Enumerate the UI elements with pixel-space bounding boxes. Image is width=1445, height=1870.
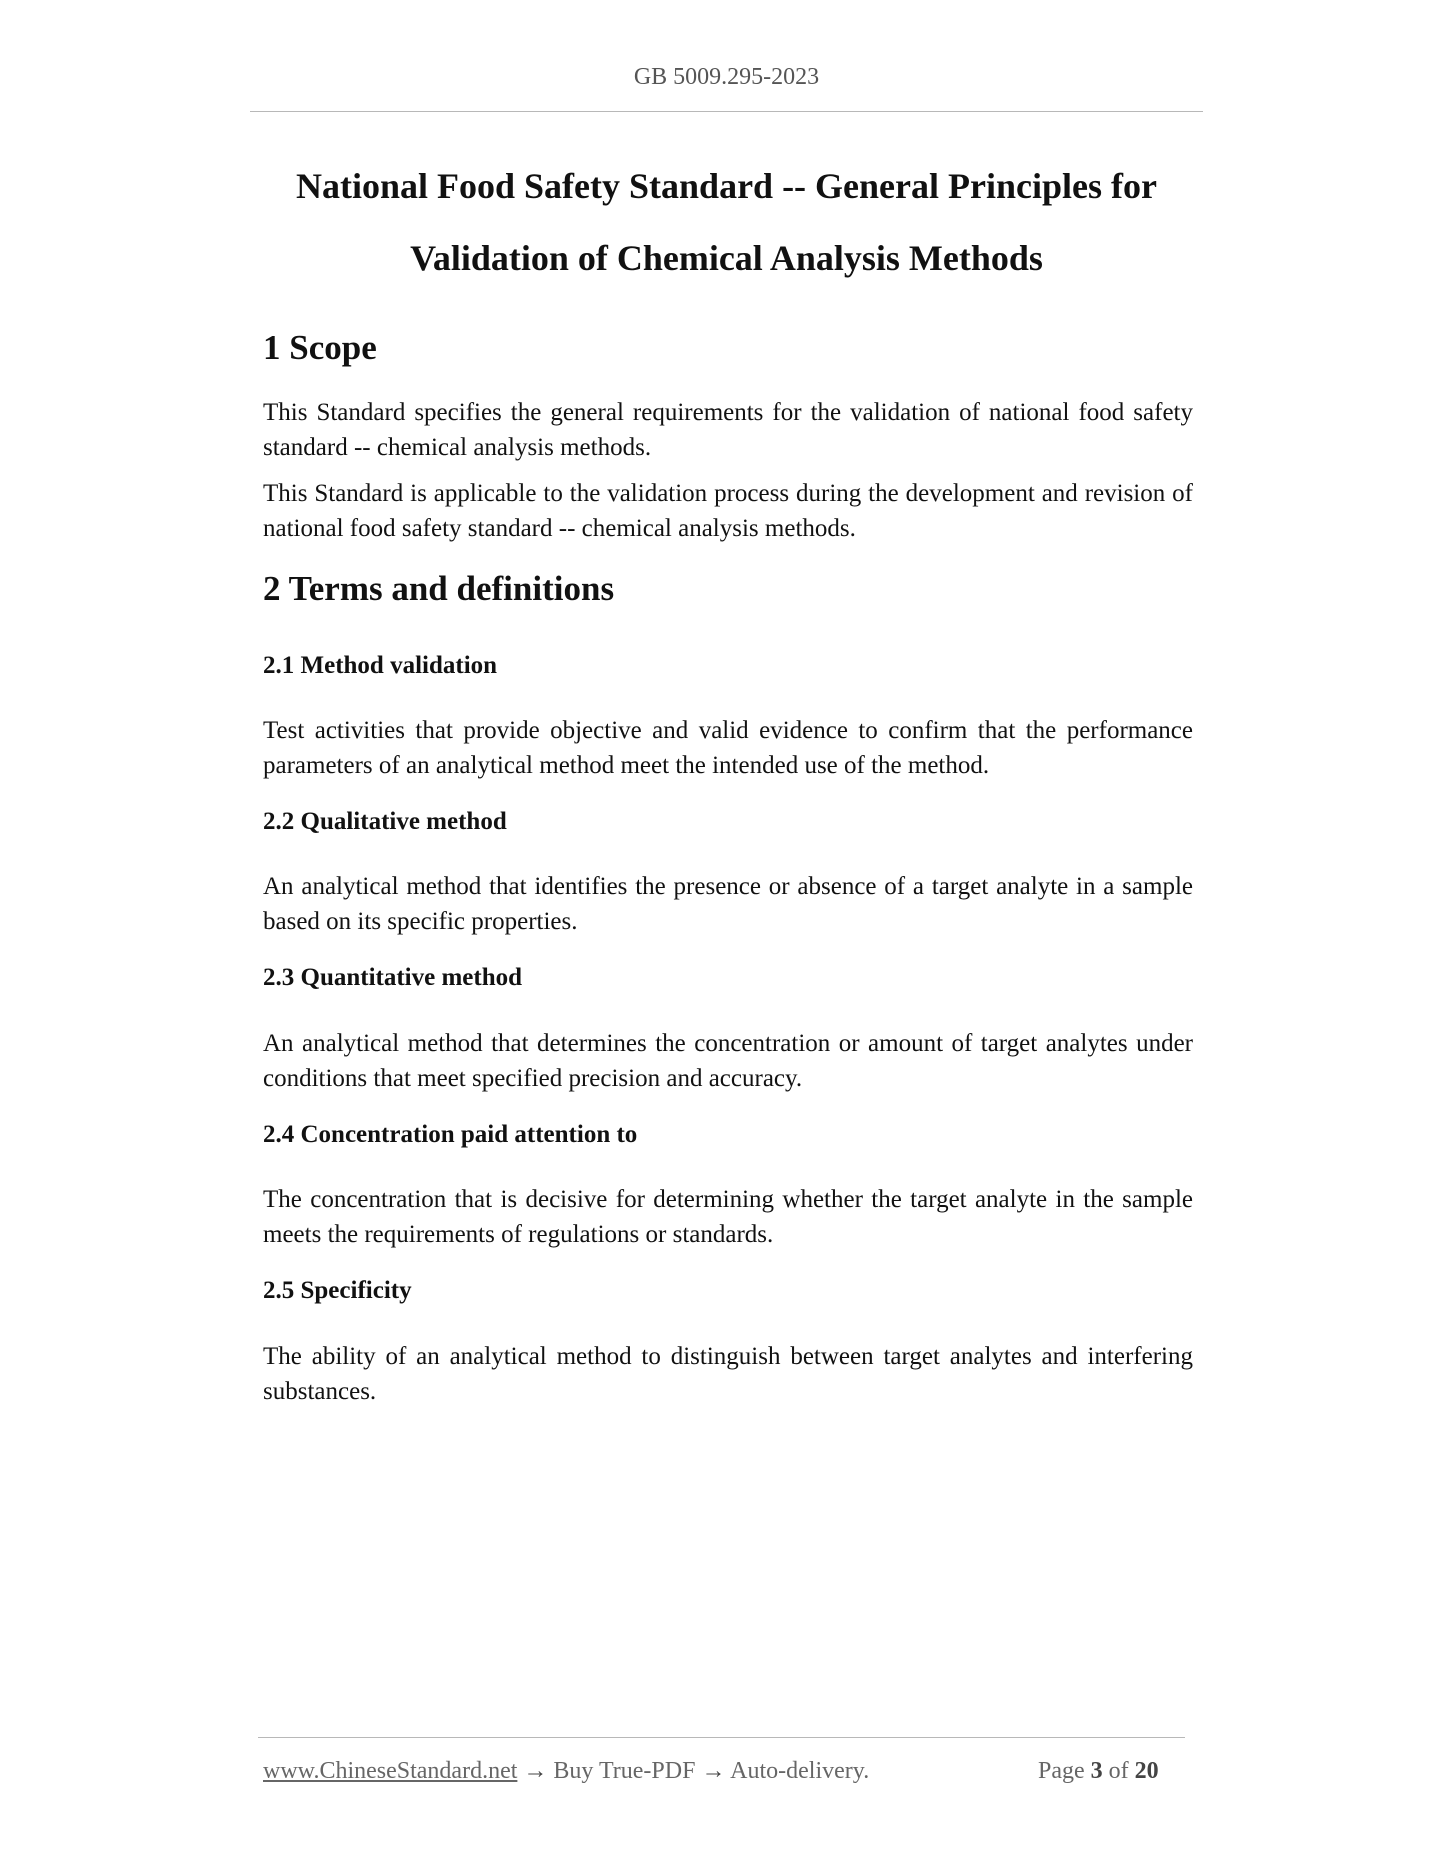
page-total: 20 bbox=[1134, 1758, 1159, 1784]
term-heading-quantitative-method: 2.3 Quantitative method bbox=[263, 964, 523, 991]
arrow-right-icon: → bbox=[523, 1758, 548, 1784]
title-line-1: National Food Safety Standard -- General Principles for bbox=[296, 166, 1157, 206]
term-definition-concentration: The concentration that is decisive for determining whether the target analyte in the sample meets the requirements of regulations or standards. bbox=[263, 1186, 1193, 1248]
term-definition-method-validation: Test activities that provide objective and valid evidence to confirm that the performance parameters of an analytical method meet the intended use of the method. bbox=[263, 717, 1193, 779]
term-definition-specificity: The ability of an analytical method to distinguish between target analytes and interfering substances. bbox=[263, 1343, 1193, 1405]
footer-promo bbox=[263, 1758, 869, 1785]
term-heading-method-validation: 2.1 Method validation bbox=[263, 652, 498, 679]
term-definition-quantitative-method: An analytical method that determines the concentration or amount of target analytes under conditions that meet specified precision and accuracy. bbox=[263, 1030, 1193, 1092]
scope-paragraph-1: This Standard specifies the general requirements for the validation of national food safety standard -- chemical analysis methods. bbox=[263, 399, 1193, 461]
document-title bbox=[250, 150, 1203, 294]
page-label: Page bbox=[1038, 1758, 1085, 1784]
document-code-header: GB 5009.295-2023 bbox=[633, 64, 820, 90]
arrow-right-icon: → bbox=[701, 1758, 726, 1784]
term-heading-specificity: 2.5 Specificity bbox=[263, 1277, 412, 1304]
scope-paragraph-2: This Standard is applicable to the validation process during the development and revision of national food safety standard -- chemical analysis methods. bbox=[263, 480, 1193, 542]
header-divider bbox=[250, 111, 1203, 112]
term-heading-qualitative-method: 2.2 Qualitative method bbox=[263, 808, 507, 835]
auto-delivery-text: Auto-delivery. bbox=[730, 1758, 870, 1784]
page-indicator bbox=[1038, 1758, 1159, 1785]
title-line-2: Validation of Chemical Analysis Methods bbox=[410, 238, 1043, 278]
chinesestandard-link[interactable]: www.ChineseStandard.net bbox=[263, 1758, 518, 1784]
page-current: 3 bbox=[1090, 1758, 1103, 1784]
buy-true-pdf-text: Buy True-PDF bbox=[553, 1758, 696, 1784]
term-heading-concentration: 2.4 Concentration paid attention to bbox=[263, 1121, 638, 1148]
term-definition-qualitative-method: An analytical method that identifies the presence or absence of a target analyte in a sample based on its specific properties. bbox=[263, 873, 1193, 935]
section-heading-terms: 2 Terms and definitions bbox=[263, 569, 615, 608]
section-heading-scope: 1 Scope bbox=[263, 328, 377, 367]
of-label: of bbox=[1108, 1758, 1129, 1784]
footer-divider bbox=[258, 1737, 1185, 1738]
